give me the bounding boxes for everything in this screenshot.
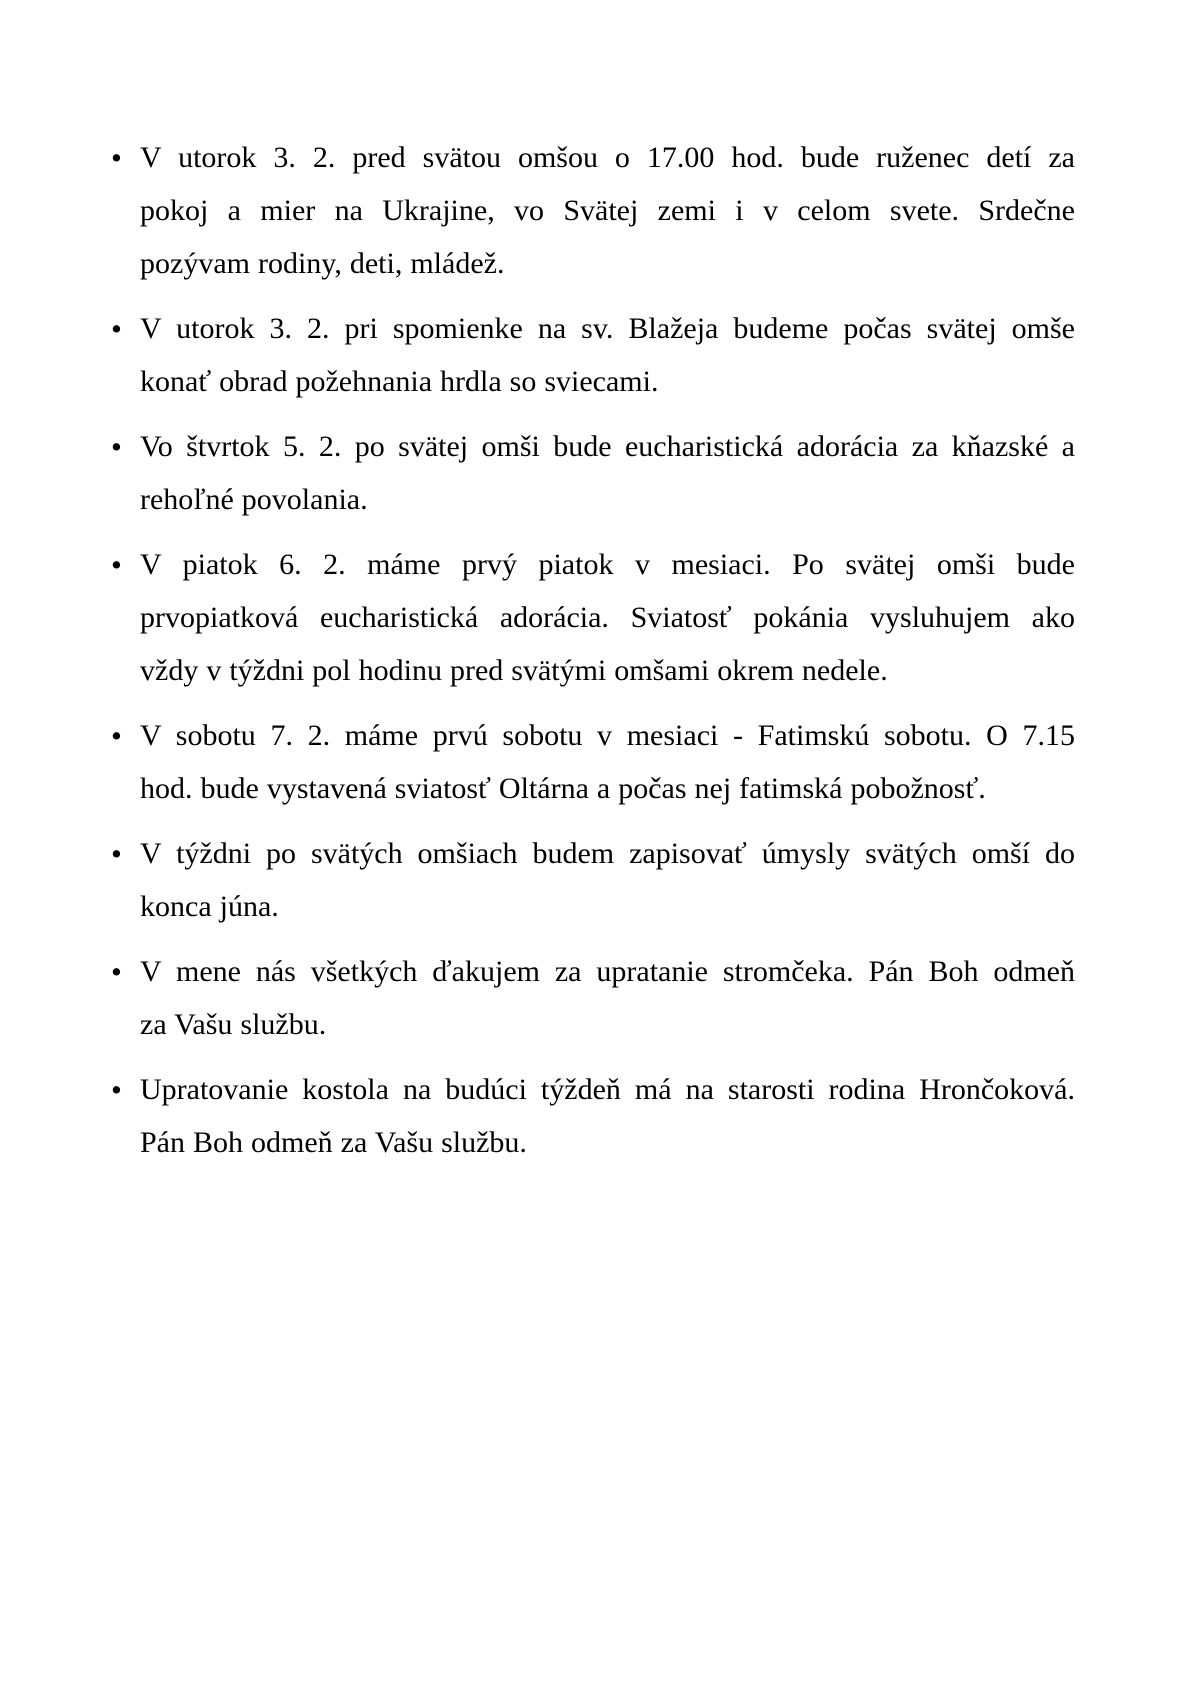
announcement-item <box>111 538 1075 697</box>
announcement-item <box>111 827 1075 933</box>
text-line: rehoľné povolania. <box>140 483 368 516</box>
text-line: za Vašu službu. <box>140 1008 327 1041</box>
announcement-item <box>111 131 1075 290</box>
bullet-icon: • <box>111 429 122 464</box>
bullet-icon: • <box>111 140 122 175</box>
bullet-icon: • <box>111 311 122 346</box>
text-line: V týždni po svätých omšiach budem zapisovať úmysly svätých omší do <box>140 837 1075 870</box>
text-line: Pán Boh odmeň za Vašu službu. <box>140 1126 527 1159</box>
announcement-item <box>111 945 1075 1051</box>
text-line: V utorok 3. 2. pri spomienke na sv. Blažeja budeme počas svätej omše <box>140 312 1075 345</box>
announcement-item <box>111 709 1075 815</box>
text-line: hod. bude vystavená sviatosť Oltárna a počas nej fatimská pobožnosť. <box>140 772 986 805</box>
text-line: Vo štvrtok 5. 2. po svätej omši bude eucharistická adorácia za kňazské a <box>140 430 1075 463</box>
text-line: V sobotu 7. 2. máme prvú sobotu v mesiaci - Fatimskú sobotu. O 7.15 <box>140 719 1075 752</box>
text-line: V utorok 3. 2. pred svätou omšou o 17.00 hod. bude ruženec detí za <box>140 141 1075 174</box>
text-line: pokoj a mier na Ukrajine, vo Svätej zemi i v celom svete. Srdečne <box>140 194 1075 227</box>
bullet-icon: • <box>111 836 122 871</box>
text-line: vždy v týždni pol hodinu pred svätými omšami okrem nedele. <box>140 654 888 687</box>
text-line: konať obrad požehnania hrdla so sviecami. <box>140 365 659 398</box>
text-line: V piatok 6. 2. máme prvý piatok v mesiaci. Po svätej omši bude <box>140 548 1075 581</box>
bullet-icon: • <box>111 547 122 582</box>
bullet-icon: • <box>111 954 122 989</box>
bullet-icon: • <box>111 1072 122 1107</box>
text-line: V mene nás všetkých ďakujem za upratanie stromčeka. Pán Boh odmeň <box>140 955 1075 988</box>
text-line: prvopiatková eucharistická adorácia. Sviatosť pokánia vysluhujem ako <box>140 601 1075 634</box>
announcement-item <box>111 302 1075 408</box>
announcement-item <box>111 420 1075 526</box>
announcement-item <box>111 1063 1075 1169</box>
text-line: konca júna. <box>140 890 279 923</box>
text-line: pozývam rodiny, deti, mládež. <box>140 247 505 280</box>
text-line: Upratovanie kostola na budúci týždeň má na starosti rodina Hrončoková. <box>140 1073 1075 1106</box>
bullet-icon: • <box>111 718 122 753</box>
